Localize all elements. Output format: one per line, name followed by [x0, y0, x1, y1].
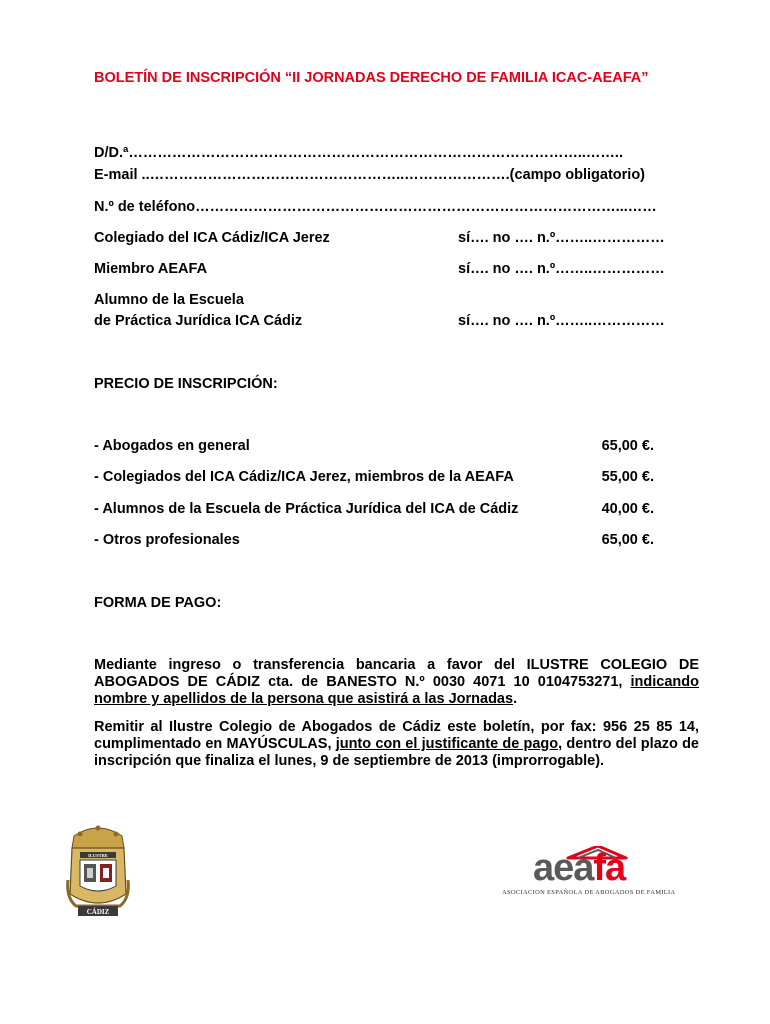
- price-label: - Abogados en general: [94, 438, 250, 454]
- aeafa-word-fa: fa: [593, 847, 626, 889]
- form-title: BOLETÍN DE INSCRIPCIÓN “II JORNADAS DERECHO DE FAMILIA ICAC-AEAFA”: [94, 70, 649, 86]
- remit-paragraph: [94, 719, 699, 770]
- remit-text-2: , dentro del plazo de inscripción que finaliza el lunes, 9 de septiembre de 2013 (improrrogable).: [94, 736, 699, 769]
- price-label: - Alumnos de la Escuela de Práctica Jurídica del ICA de Cádiz: [94, 501, 519, 517]
- payment-underlined-text: indicando nombre y apellidos de la persona que asistirá a las Jornadas: [94, 674, 699, 707]
- membership-answer-icac: sí…. no …. n.º……..……………: [458, 230, 665, 246]
- membership-label-aeafa: Miembro AEAFA: [94, 261, 208, 277]
- remit-text-1: Remitir al Ilustre Colegio de Abogados de Cádiz este boletín, por fax: 956 25 85 14, cumplimentado en MAYÚSCULAS,: [94, 719, 699, 752]
- aeafa-word-a: aea: [533, 847, 594, 889]
- payment-heading: FORMA DE PAGO:: [94, 595, 222, 611]
- membership-label-school-line1: Alumno de la Escuela: [94, 292, 244, 308]
- price-heading: PRECIO DE INSCRIPCIÓN:: [94, 376, 278, 392]
- seal-banner-text: ILUSTRE: [88, 853, 108, 858]
- payment-paragraph: [94, 657, 699, 708]
- email-field: E-mail ..……………………………………………..………………….(campo obligatorio): [94, 167, 646, 183]
- price-amount: 65,00 €.: [601, 438, 654, 454]
- icac-cadiz-seal-logo: [66, 822, 130, 920]
- price-amount: 40,00 €.: [601, 501, 654, 517]
- membership-answer-school: sí…. no …. n.º……..……………: [458, 313, 665, 329]
- remit-underlined-text: junto con el justificante de pago: [335, 736, 559, 752]
- aeafa-subtitle: ASOCIACION ESPAÑOLA DE ABOGADOS DE FAMILIA: [502, 889, 676, 896]
- membership-answer-aeafa: sí…. no …. n.º……..……………: [458, 261, 665, 277]
- price-amount: 65,00 €.: [601, 532, 654, 548]
- name-field: D/D.ª…………………………………………………………………………………..……..: [94, 145, 623, 161]
- price-label: - Colegiados del ICA Cádiz/ICA Jerez, miembros de la AEAFA: [94, 469, 514, 485]
- payment-text: Mediante ingreso o transferencia bancaria a favor del ILUSTRE COLEGIO DE ABOGADOS DE CÁDIZ cta. de BANESTO N.º 0030 4071 10 0104753271,: [94, 657, 699, 690]
- phone-field: N.º de teléfono……………………………………………………………………………...……: [94, 199, 657, 215]
- price-label: - Otros profesionales: [94, 532, 240, 548]
- membership-label-icac: Colegiado del ICA Cádiz/ICA Jerez: [94, 230, 330, 246]
- payment-end: .: [513, 691, 518, 707]
- aeafa-wordmark: [533, 848, 625, 888]
- price-amount: 55,00 €.: [601, 469, 654, 485]
- membership-label-school-line2: de Práctica Jurídica ICA Cádiz: [94, 313, 303, 329]
- seal-cadiz-text: CÁDIZ: [86, 908, 110, 916]
